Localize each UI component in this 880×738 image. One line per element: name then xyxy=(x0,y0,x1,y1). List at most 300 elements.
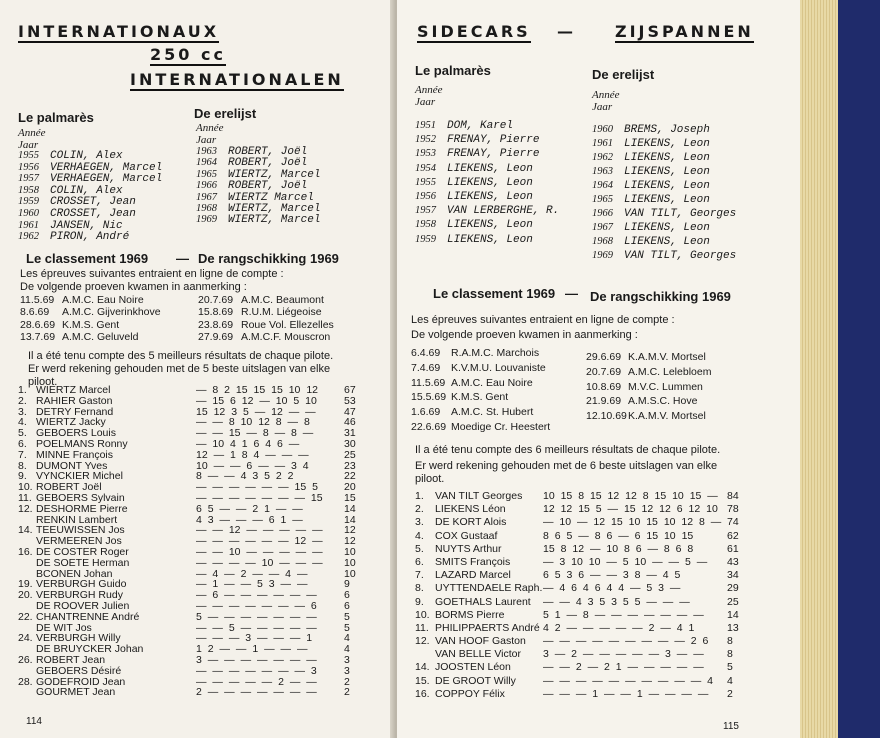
standings-row xyxy=(415,675,795,688)
race-results: 4 3 — — — 6 1 — xyxy=(196,513,303,526)
palmares-name: LIEKENS, Leon xyxy=(624,194,710,206)
events-list-2 xyxy=(198,294,378,344)
note-nl: Er werd rekening gehouden met de 5 beste uitslagen van elke xyxy=(28,363,331,375)
total-points: 25 xyxy=(344,448,356,461)
total-points: 31 xyxy=(344,427,356,440)
standings-row xyxy=(415,530,795,543)
total-points: 12 xyxy=(344,535,356,548)
standing-position: 7. xyxy=(18,448,27,461)
palmares-name: ROBERT, Joël xyxy=(228,157,308,170)
rider-name: GEBOERS Désiré xyxy=(36,664,122,677)
palmares-year: 1966 xyxy=(592,208,613,219)
palmares-name: DOM, Karel xyxy=(447,120,514,132)
palmares-name: LIEKENS, Leon xyxy=(624,222,710,234)
standing-position: 2. xyxy=(18,394,27,407)
rider-name: GOURMET Jean xyxy=(36,686,116,699)
palmares-row xyxy=(592,236,792,250)
jaar-label: Jaar xyxy=(18,139,39,151)
standings-row xyxy=(415,596,795,609)
note-fr: Il a été tenu compte des 5 meilleurs résultats de chaque pilote. xyxy=(28,350,334,362)
total-points: 2 xyxy=(727,687,733,700)
race-results: 1 2 — — 1 — — — xyxy=(196,643,308,656)
palmares-name: LIEKENS, Leon xyxy=(447,190,533,203)
total-points: 84 xyxy=(727,490,739,502)
total-points: 5 xyxy=(727,661,733,674)
palmares-row xyxy=(18,231,193,243)
event-row xyxy=(20,294,200,306)
rider-name: NUYTS Arthur xyxy=(435,542,502,555)
classement-heading-nl: De rangschikking 1969 xyxy=(590,289,731,304)
title-internationaux: INTERNATIONAUX xyxy=(18,22,220,41)
standing-position: 20. xyxy=(18,589,33,602)
page-number: 114 xyxy=(26,716,42,727)
race-results: — — 5 — — — — — xyxy=(196,621,317,634)
palmares-name: VAN TILT, Georges xyxy=(624,250,737,262)
standings-row xyxy=(18,460,388,471)
palmares-name: LIEKENS, Leon xyxy=(447,219,533,232)
palmares-row xyxy=(18,162,193,174)
palmares-row xyxy=(196,146,371,157)
annee-label: Année xyxy=(196,122,224,134)
palmares-year: 1952 xyxy=(415,134,436,146)
jaar-label: Jaar xyxy=(415,96,436,108)
palmares-year: 1969 xyxy=(196,214,217,226)
rider-name: VAN HOOF Gaston xyxy=(435,635,526,648)
event-date: 23.8.69 xyxy=(198,318,234,331)
standings-row xyxy=(18,578,388,589)
palmares-name: FRENAY, Pierre xyxy=(447,148,540,161)
standing-position: 22. xyxy=(18,610,33,623)
book-page-edges xyxy=(800,0,838,738)
palmares-row xyxy=(196,169,371,180)
rider-name: LIEKENS Léon xyxy=(435,503,506,516)
rider-name: VYNCKIER Michel xyxy=(36,470,123,483)
palmares-name: WIERTZ, Marcel xyxy=(228,168,321,181)
standing-position: 14. xyxy=(415,661,430,674)
palmares-list-2 xyxy=(592,124,792,264)
palmares-row xyxy=(415,219,595,233)
standings-row xyxy=(415,516,795,529)
palmares-name: LIEKENS, Leon xyxy=(624,152,710,164)
event-row xyxy=(586,410,786,425)
palmares-year: 1954 xyxy=(415,162,436,174)
classement-heading-fr: Le classement 1969 xyxy=(433,286,556,301)
race-results: — 4 — 2 — — 4 — xyxy=(196,567,308,580)
left-page xyxy=(0,0,394,738)
event-date: 21.9.69 xyxy=(586,395,622,408)
standings-row xyxy=(18,427,388,438)
total-points: 15 xyxy=(344,491,356,504)
standing-position: 8. xyxy=(18,459,27,472)
race-results: — 10 4 1 6 4 6 — xyxy=(196,437,300,450)
palmares-nl-heading: De erelijst xyxy=(592,67,655,82)
palmares-name: LIEKENS, Leon xyxy=(447,233,533,246)
total-points: 78 xyxy=(727,503,739,516)
standing-position: 28. xyxy=(18,675,33,688)
standing-position: 7. xyxy=(415,569,424,582)
race-results: — 4 6 4 6 4 4 — 5 3 — xyxy=(543,582,681,595)
palmares-name: LIEKENS, Leon xyxy=(447,162,533,175)
event-date: 27.9.69 xyxy=(198,331,234,344)
palmares-row xyxy=(415,234,595,248)
event-date: 8.6.69 xyxy=(20,306,50,319)
total-points: 8 xyxy=(727,648,733,661)
event-row xyxy=(198,306,378,318)
event-date: 12.10.69 xyxy=(586,410,627,423)
total-points: 4 xyxy=(727,674,733,687)
rider-name: MINNE François xyxy=(36,448,114,461)
right-page xyxy=(397,0,800,738)
classement-heading-nl: De rangschikking 1969 xyxy=(198,251,339,266)
palmares-name: FRENAY, Pierre xyxy=(447,134,540,147)
event-row xyxy=(198,319,378,331)
total-points: 43 xyxy=(727,555,739,568)
total-points: 34 xyxy=(727,569,739,582)
palmares-list-1 xyxy=(18,150,193,243)
rider-name: WIERTZ Marcel xyxy=(36,384,111,396)
intro-nl: De volgende proeven kwamen in aanmerking : xyxy=(20,281,247,293)
note-nl-cont: piloot. xyxy=(415,473,445,485)
race-results: 8 6 5 — 8 6 — 6 15 10 15 xyxy=(543,529,694,542)
palmares-row xyxy=(196,180,371,191)
event-row xyxy=(586,351,786,366)
palmares-name: ROBERT, Joël xyxy=(228,180,308,193)
palmares-year: 1962 xyxy=(592,152,613,163)
rider-name: RAHIER Gaston xyxy=(36,394,113,407)
race-results: 2 — — — — — — — xyxy=(196,686,317,699)
event-name: A.M.C. Eau Noire xyxy=(62,294,144,306)
palmares-row xyxy=(196,157,371,168)
standings-row xyxy=(415,609,795,622)
race-results: 5 — — — — — — — xyxy=(196,610,317,623)
event-name: A.M.C. Lelebloem xyxy=(628,365,712,378)
total-points: 3 xyxy=(344,653,350,666)
event-row xyxy=(586,366,786,381)
page-number: 115 xyxy=(723,721,739,732)
palmares-year: 1960 xyxy=(18,207,39,219)
rider-name: DE KORT Alois xyxy=(435,516,507,529)
events-list-2 xyxy=(586,351,786,425)
event-name: A.M.C. Eau Noire xyxy=(451,376,533,389)
standing-position: 24. xyxy=(18,632,33,645)
standings-row xyxy=(18,546,388,557)
standing-position: 9. xyxy=(415,595,424,608)
event-row xyxy=(198,331,378,343)
event-row xyxy=(20,306,200,318)
total-points: 46 xyxy=(344,416,356,429)
palmares-name: LIEKENS, Leon xyxy=(624,236,710,248)
standings-row xyxy=(18,524,388,535)
standings-row xyxy=(18,492,388,503)
rider-name: VAN BELLE Victor xyxy=(435,648,521,661)
total-points: 4 xyxy=(344,643,350,656)
race-results: 5 1 — 8 — — — — — — — xyxy=(543,608,704,621)
classement-heading-fr: Le classement 1969 xyxy=(26,251,149,266)
total-points: 2 xyxy=(344,675,350,688)
palmares-row xyxy=(592,250,792,264)
intro-fr: Les épreuves suivantes entraient en ligne de compte : xyxy=(411,314,675,326)
race-results: — — — — — 2 — — xyxy=(196,675,317,688)
palmares-year: 1963 xyxy=(196,146,217,157)
race-results: — — — — — — 12 — xyxy=(196,535,323,548)
event-name: K.A.M.V. Mortsel xyxy=(628,410,706,423)
race-results: — 3 10 10 — 5 10 — — 5 — xyxy=(543,555,708,568)
palmares-year: 1967 xyxy=(592,222,613,233)
event-name: Roue Vol. Ellezelles xyxy=(241,318,334,331)
race-results: — — — 3 — — — 1 xyxy=(196,632,313,645)
race-results: 15 8 12 — 10 8 6 — 8 6 8 xyxy=(543,542,694,555)
race-results: 4 2 — — — — — 2 — 4 1 xyxy=(543,621,695,634)
palmares-row xyxy=(415,191,595,205)
palmares-name: WIERTZ Marcel xyxy=(228,191,314,204)
event-row xyxy=(411,377,601,392)
palmares-row xyxy=(18,150,193,162)
standing-position: 11. xyxy=(18,491,32,504)
standings-row xyxy=(415,503,795,516)
palmares-year: 1956 xyxy=(415,190,436,202)
race-results: — — — — 10 — — — xyxy=(196,556,323,569)
rider-name: SMITS François xyxy=(435,555,511,568)
race-results: — — 10 — — — — — xyxy=(196,545,323,558)
standings-row xyxy=(18,449,388,460)
standings-row xyxy=(18,470,388,481)
standings-row xyxy=(415,490,795,503)
palmares-row xyxy=(415,163,595,177)
rider-name: VERBURGH Willy xyxy=(36,632,121,645)
palmares-row xyxy=(592,208,792,222)
standings-row xyxy=(18,589,388,600)
event-row xyxy=(411,362,601,377)
palmares-name: LIEKENS, Leon xyxy=(624,180,710,192)
palmares-year: 1957 xyxy=(415,205,436,217)
standing-position: 10. xyxy=(18,481,33,494)
rider-name: DE BRUYCKER Johan xyxy=(36,643,144,656)
total-points: 22 xyxy=(344,470,356,483)
jaar-label: Jaar xyxy=(196,134,217,146)
title-zijspannen: ZIJSPANNEN xyxy=(615,22,754,41)
standing-position: 4. xyxy=(415,529,424,542)
palmares-year: 1968 xyxy=(592,236,613,247)
palmares-year: 1959 xyxy=(18,196,39,208)
palmares-year: 1955 xyxy=(415,176,436,188)
palmares-year: 1960 xyxy=(592,124,613,135)
rider-name: JOOSTEN Léon xyxy=(435,661,511,674)
standings-row xyxy=(18,654,388,665)
rider-name: WIERTZ Jacky xyxy=(36,416,106,429)
title-sidecars: SIDECARS xyxy=(417,22,531,41)
palmares-row xyxy=(415,134,595,148)
palmares-year: 1957 xyxy=(18,173,39,185)
standings-row xyxy=(18,600,388,611)
total-points: 4 xyxy=(344,632,350,645)
race-results: — — 2 — 2 1 — — — — — xyxy=(543,661,704,674)
palmares-row xyxy=(18,173,193,185)
palmares-year: 1955 xyxy=(18,150,39,161)
event-row xyxy=(20,331,200,343)
rider-name: VERBURGH Rudy xyxy=(36,589,123,602)
event-date: 1.6.69 xyxy=(411,406,441,419)
annee-label: Année xyxy=(415,84,443,96)
event-name: K.V.M.U. Louvaniste xyxy=(451,361,546,374)
palmares-row xyxy=(415,205,595,219)
race-results: — — — — — — — — — — 4 xyxy=(543,674,714,687)
race-results: 10 15 8 15 12 12 8 15 10 15 — xyxy=(543,490,718,502)
standings-row xyxy=(415,556,795,569)
palmares-name: ROBERT, Joël xyxy=(228,146,308,158)
palmares-list-2 xyxy=(196,146,371,226)
rider-name: VAN TILT Georges xyxy=(435,490,523,502)
palmares-year: 1964 xyxy=(592,180,613,191)
standings-row xyxy=(18,568,388,579)
annee-label: Année xyxy=(592,89,620,101)
event-row xyxy=(586,381,786,396)
standings-row xyxy=(415,648,795,661)
standings-table xyxy=(18,384,388,697)
event-date: 11.5.69 xyxy=(411,376,446,389)
rider-name: UYTTENDAELE Raph. xyxy=(435,582,543,595)
race-results: — — — — — — — — — 2 6 xyxy=(543,635,709,648)
rider-name: TEEUWISSEN Jos xyxy=(36,524,125,537)
standings-row xyxy=(415,688,795,701)
total-points: 23 xyxy=(344,459,356,472)
title-internationalen: INTERNATIONALEN xyxy=(130,70,344,89)
standings-row xyxy=(415,661,795,674)
standings-row xyxy=(18,611,388,622)
palmares-name: COLIN, Alex xyxy=(50,150,123,162)
note-nl: Er werd rekening gehouden met de 6 beste uitslagen van elke xyxy=(415,460,718,472)
event-name: R.U.M. Liégeoise xyxy=(241,306,322,319)
standing-position: 19. xyxy=(18,578,33,591)
total-points: 74 xyxy=(727,516,739,529)
standing-position: 15. xyxy=(415,674,430,687)
palmares-year: 1956 xyxy=(18,161,39,173)
race-results: — — — — — — — 3 xyxy=(196,664,317,677)
palmares-name: BREMS, Joseph xyxy=(624,124,710,136)
standing-position: 26. xyxy=(18,653,33,666)
standings-row xyxy=(415,543,795,556)
race-results: — 6 — — — — — — xyxy=(196,589,317,602)
standing-position: 12. xyxy=(415,635,430,648)
race-results: — — 12 — — — — — xyxy=(196,524,323,537)
rider-name: DE SOETE Herman xyxy=(36,556,130,569)
palmares-row xyxy=(592,194,792,208)
event-date: 13.7.69 xyxy=(20,331,56,344)
standings-row xyxy=(415,635,795,648)
standing-position: 16. xyxy=(415,687,430,700)
rider-name: DESHORME Pierre xyxy=(36,502,128,515)
intro-fr: Les épreuves suivantes entraient en ligne de compte : xyxy=(20,268,284,280)
palmares-row xyxy=(196,192,371,203)
palmares-name: VAN LERBERGHE, R. xyxy=(447,205,560,218)
palmares-name: VERHAEGEN, Marcel xyxy=(50,173,163,186)
palmares-row xyxy=(415,177,595,191)
palmares-name: COLIN, Alex xyxy=(50,184,123,197)
standings-row xyxy=(415,569,795,582)
event-name: M.V.C. Lummen xyxy=(628,380,703,393)
standing-position: 9. xyxy=(18,470,27,483)
total-points: 5 xyxy=(344,610,350,623)
palmares-name: WIERTZ, Marcel xyxy=(228,214,321,227)
total-points: 3 xyxy=(344,664,350,677)
event-row xyxy=(411,406,601,421)
palmares-year: 1951 xyxy=(415,120,436,131)
standings-row xyxy=(18,622,388,633)
palmares-row xyxy=(18,196,193,208)
palmares-row xyxy=(18,185,193,197)
race-results: — 8 2 15 15 15 10 12 xyxy=(196,384,318,396)
race-results: 3 — — — — — — — xyxy=(196,653,317,666)
standings-row xyxy=(18,632,388,643)
event-name: A.M.S.C. Hove xyxy=(628,395,698,408)
race-results: — — 15 — 8 — 8 — xyxy=(196,427,314,440)
palmares-name: JANSEN, Nic xyxy=(50,219,123,232)
standing-position: 11. xyxy=(415,621,429,634)
total-points: 47 xyxy=(344,405,356,418)
race-results: — — 4 3 5 3 5 5 — — — xyxy=(543,595,690,608)
palmares-year: 1961 xyxy=(592,138,613,149)
palmares-year: 1962 xyxy=(18,231,39,243)
race-results: — 1 — — 5 3 — — xyxy=(196,578,308,591)
rider-name: POELMANS Ronny xyxy=(36,437,128,450)
race-results: — — — — — — 15 5 xyxy=(196,481,318,494)
event-name: K.M.S. Gent xyxy=(451,391,509,404)
palmares-name: CROSSET, Jean xyxy=(50,196,136,209)
title-250cc: 250 cc xyxy=(150,45,226,64)
standings-row xyxy=(18,557,388,568)
rider-name: PHILIPPAERTS André xyxy=(435,621,540,634)
total-points: 10 xyxy=(344,556,356,569)
total-points: 30 xyxy=(344,437,356,450)
event-name: A.M.C. St. Hubert xyxy=(451,406,534,419)
standings-row xyxy=(18,665,388,676)
race-results: — — — 1 — — 1 — — — — xyxy=(543,687,709,700)
palmares-row xyxy=(415,120,595,134)
palmares-year: 1958 xyxy=(415,219,436,231)
palmares-row xyxy=(592,152,792,166)
rider-name: DE GROOT Willy xyxy=(435,674,516,687)
event-row xyxy=(411,347,601,362)
event-name: K.M.S. Gent xyxy=(62,318,120,331)
total-points: 61 xyxy=(727,542,739,555)
annee-label: Année xyxy=(18,127,46,139)
race-results: 8 — — 4 3 5 2 2 xyxy=(196,470,294,483)
event-row xyxy=(20,319,200,331)
palmares-list-1 xyxy=(415,120,595,248)
total-points: 62 xyxy=(727,529,739,542)
palmares-year: 1959 xyxy=(415,233,436,245)
total-points: 25 xyxy=(727,595,739,608)
event-row xyxy=(411,421,601,436)
palmares-name: VERHAEGEN, Marcel xyxy=(50,161,163,174)
race-results: — 10 — 12 15 10 15 10 12 8 — xyxy=(543,516,722,529)
standings-row xyxy=(18,406,388,417)
total-points: 14 xyxy=(727,608,739,621)
palmares-name: VAN TILT, Georges xyxy=(624,208,737,220)
standings-table xyxy=(415,490,795,701)
standings-row xyxy=(18,643,388,654)
palmares-year: 1968 xyxy=(196,202,217,214)
event-name: A.M.C.F. Mouscron xyxy=(241,331,331,344)
standings-row xyxy=(415,622,795,635)
total-points: 6 xyxy=(344,589,350,602)
palmares-year: 1969 xyxy=(592,250,613,261)
rider-name: DUMONT Yves xyxy=(36,459,108,472)
palmares-year: 1965 xyxy=(196,168,217,180)
palmares-year: 1961 xyxy=(18,219,39,231)
race-results: 6 5 3 6 — — 3 8 — 4 5 xyxy=(543,569,681,582)
standings-row xyxy=(18,438,388,449)
event-row xyxy=(198,294,378,306)
